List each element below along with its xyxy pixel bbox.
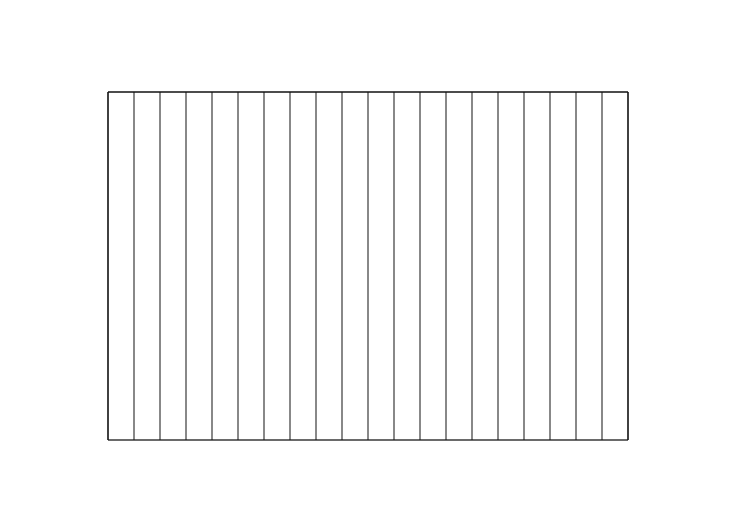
column-amount bbox=[216, 352, 234, 436]
column-entry-text bbox=[164, 122, 182, 344]
column-entry-text bbox=[424, 122, 442, 344]
margin-note bbox=[404, 18, 424, 84]
column-amount bbox=[450, 352, 468, 436]
column-entry-text bbox=[554, 122, 572, 344]
column-entry-text bbox=[242, 122, 260, 344]
column-entry-text bbox=[398, 122, 416, 344]
printer-mark bbox=[98, 368, 116, 428]
column-entry-text bbox=[138, 122, 156, 344]
column-amount bbox=[346, 352, 364, 436]
column-mark bbox=[112, 96, 130, 118]
column-entry-text bbox=[190, 122, 208, 344]
column-entry-text bbox=[476, 122, 494, 344]
column-entry-text bbox=[580, 122, 598, 344]
margin-note bbox=[342, 18, 362, 84]
column-mark bbox=[164, 96, 182, 118]
column-mark bbox=[268, 96, 286, 118]
column-amount bbox=[580, 352, 598, 436]
column-mark bbox=[580, 96, 598, 118]
column-amount bbox=[424, 352, 442, 436]
column-amount bbox=[372, 352, 390, 436]
column-mark bbox=[476, 96, 494, 118]
column-entry-text bbox=[450, 122, 468, 344]
margin-note bbox=[218, 18, 238, 84]
column-entry-text bbox=[216, 122, 234, 344]
margin-note bbox=[528, 18, 548, 84]
column-mark bbox=[398, 96, 416, 118]
column-amount bbox=[190, 352, 208, 436]
column-amount bbox=[164, 352, 182, 436]
column-amount bbox=[320, 352, 338, 436]
column-entry-text bbox=[528, 122, 546, 344]
column-mark bbox=[320, 96, 338, 118]
column-mark bbox=[190, 96, 208, 118]
column-mark bbox=[554, 96, 572, 118]
column-amount bbox=[268, 352, 286, 436]
column-mark bbox=[242, 96, 260, 118]
column-mark bbox=[138, 96, 156, 118]
column-mark bbox=[424, 96, 442, 118]
column-amount bbox=[476, 352, 494, 436]
column-entry-text bbox=[112, 122, 130, 344]
column-amount bbox=[606, 352, 624, 436]
column-mark bbox=[346, 96, 364, 118]
column-entry-text bbox=[346, 122, 364, 344]
column-amount bbox=[138, 352, 156, 436]
column-mark bbox=[528, 96, 546, 118]
column-entry-text bbox=[606, 122, 624, 344]
margin-note bbox=[590, 18, 610, 84]
column-amount bbox=[554, 352, 572, 436]
column-entry-text bbox=[320, 122, 338, 344]
column-amount bbox=[242, 352, 260, 436]
column-entry-text bbox=[268, 122, 286, 344]
column-amount bbox=[502, 352, 520, 436]
column-entry-text bbox=[502, 122, 520, 344]
margin-note bbox=[156, 18, 176, 84]
margin-note bbox=[280, 18, 300, 84]
column-mark bbox=[216, 96, 234, 118]
column-mark bbox=[450, 96, 468, 118]
column-mark bbox=[372, 96, 390, 118]
column-amount bbox=[294, 352, 312, 436]
column-entry-text bbox=[294, 122, 312, 344]
column-amount bbox=[398, 352, 416, 436]
column-mark bbox=[606, 96, 624, 118]
column-mark bbox=[502, 96, 520, 118]
margin-note bbox=[466, 18, 486, 84]
column-amount bbox=[528, 352, 546, 436]
column-mark bbox=[294, 96, 312, 118]
column-entry-text bbox=[372, 122, 390, 344]
